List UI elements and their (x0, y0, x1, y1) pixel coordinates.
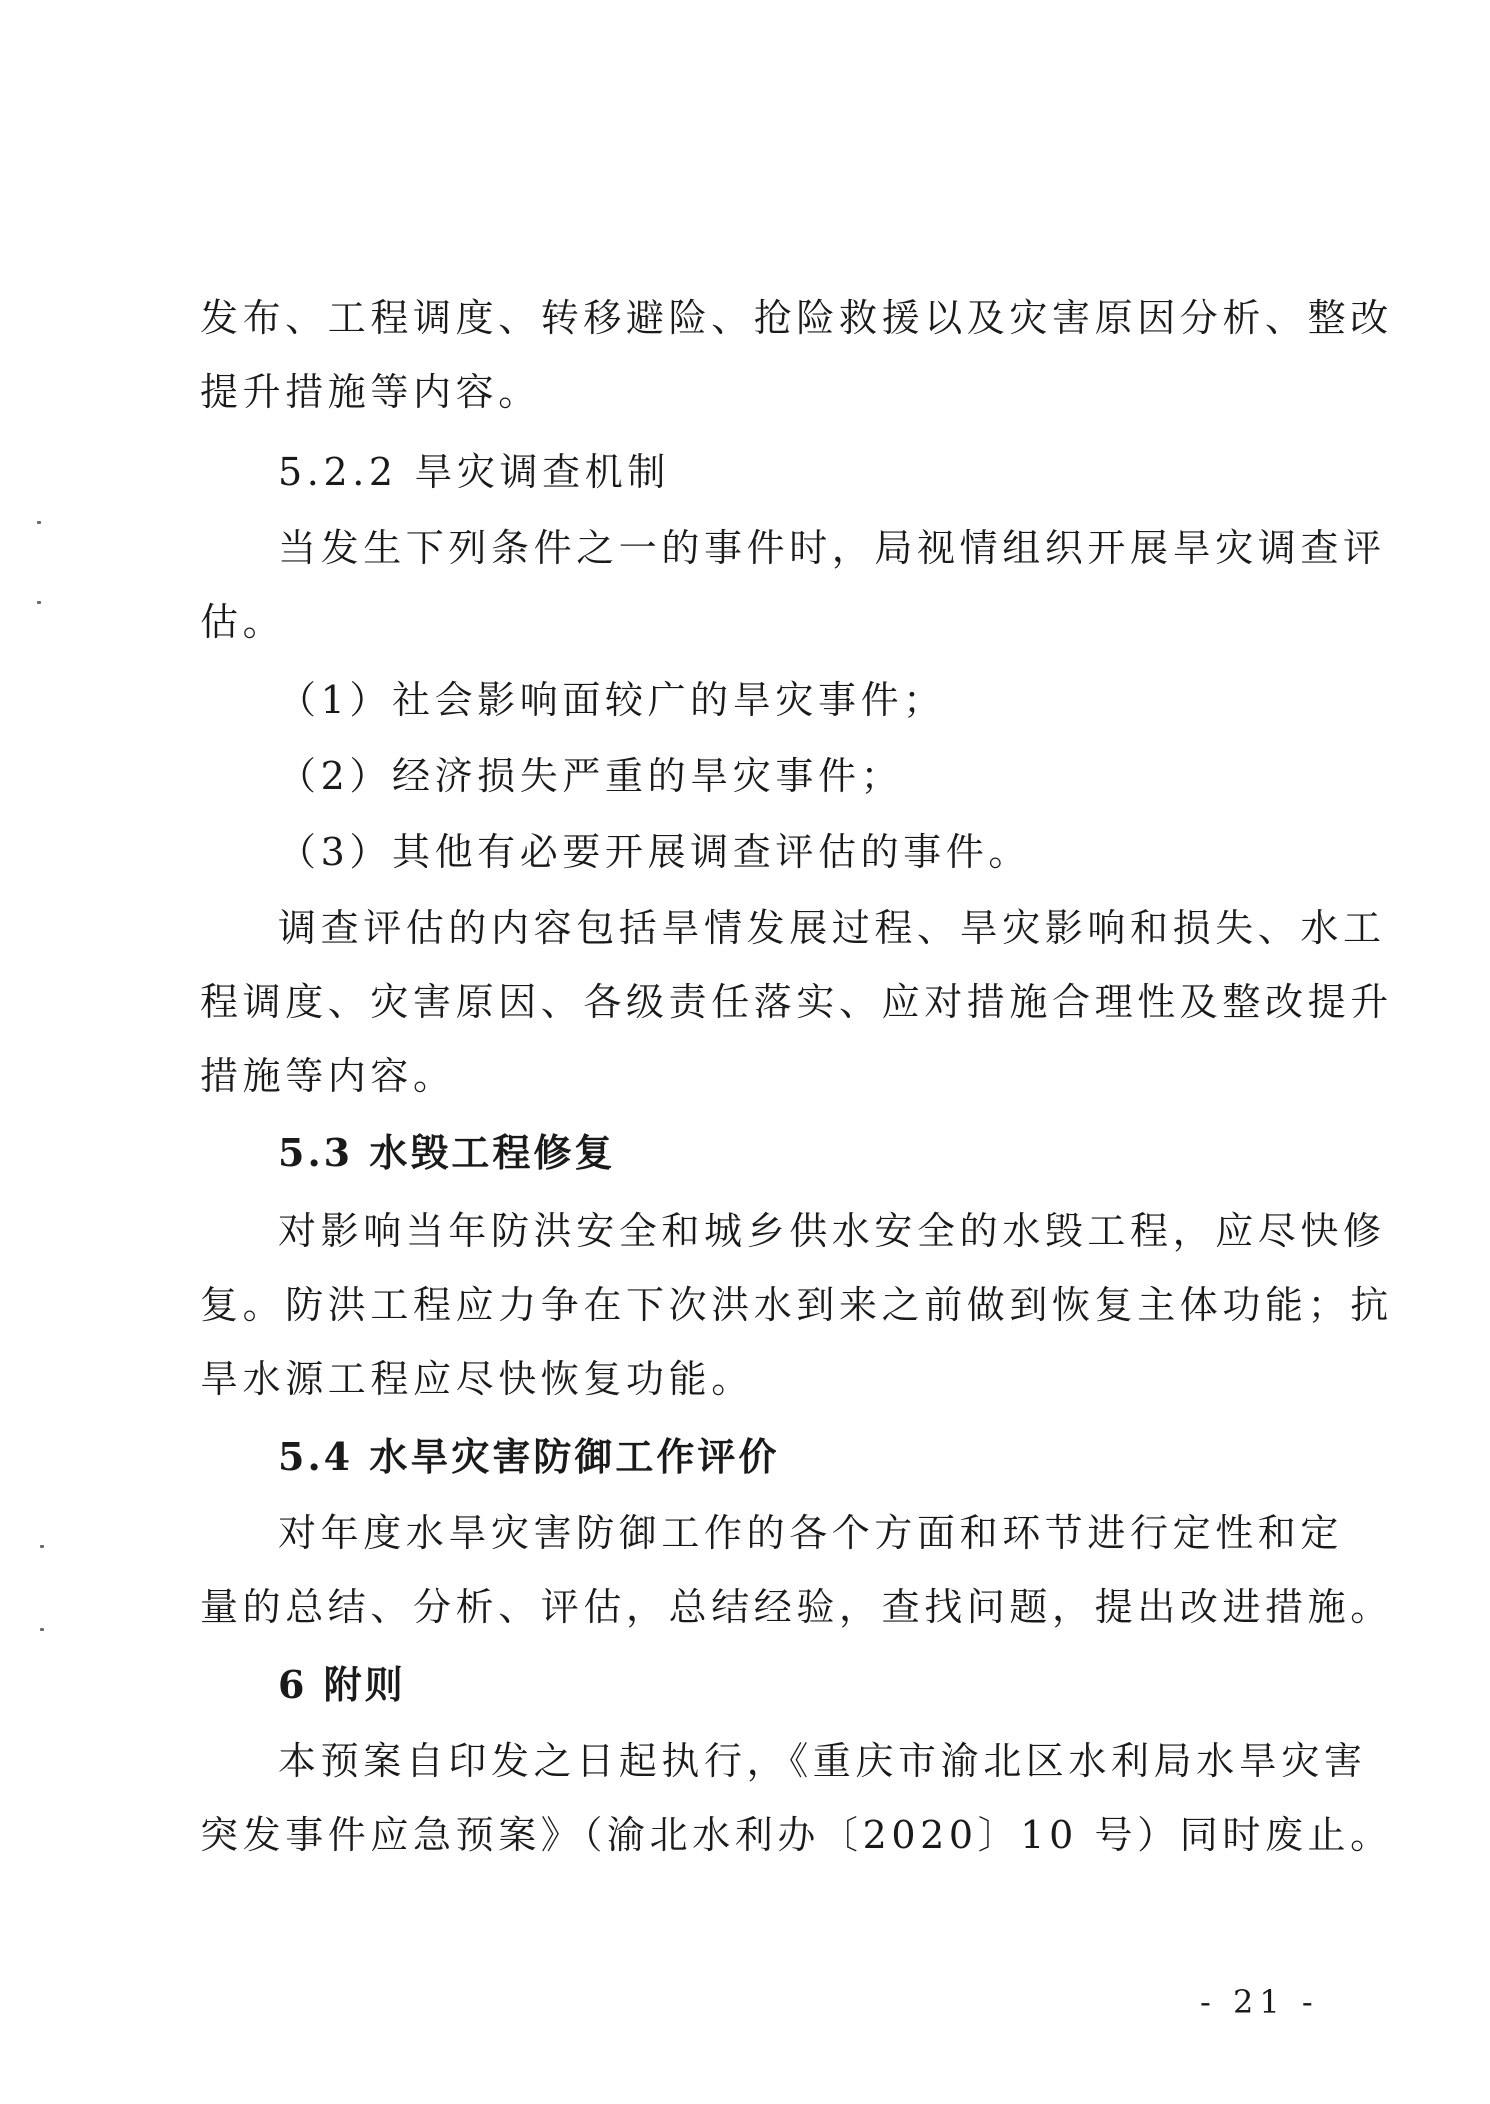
list-item: （1）社会影响面较广的旱灾事件； (278, 678, 946, 722)
paragraph-line: 本预案自印发之日起执行，《重庆市渝北区水利局水旱灾害 (278, 1739, 1367, 1783)
section-heading-5-2-2: 5.2.2 旱灾调查机制 (278, 450, 670, 494)
list-item: （2）经济损失严重的旱灾事件； (278, 754, 904, 798)
paragraph-line: 提升措施等内容。 (200, 370, 541, 414)
section-heading-5-4: 5.4 水旱灾害防御工作评价 (278, 1434, 780, 1479)
scan-speck (40, 1545, 44, 1548)
scan-speck (40, 1628, 44, 1631)
scan-speck (37, 601, 41, 604)
paragraph-line: 当发生下列条件之一的事件时，局视情组织开展旱灾调查评 (278, 526, 1386, 570)
paragraph-line: 措施等内容。 (200, 1054, 456, 1098)
scan-speck (37, 521, 41, 524)
paragraph-line: 发布、工程调度、转移避险、抢险救援以及灾害原因分析、整改 (200, 296, 1393, 340)
paragraph-line: 对年度水旱灾害防御工作的各个方面和环节进行定性和定 (278, 1511, 1344, 1555)
section-heading-6: 6 附则 (278, 1662, 406, 1707)
paragraph-line: 旱水源工程应尽快恢复功能。 (200, 1357, 754, 1401)
paragraph-line: 量的总结、分析、评估，总结经验，查找问题，提出改进措施。 (200, 1585, 1393, 1629)
paragraph-line: 估。 (200, 600, 286, 644)
page-number: - 21 - (1200, 1983, 1319, 2021)
section-heading-5-3: 5.3 水毁工程修复 (278, 1130, 616, 1175)
paragraph-line: 程调度、灾害原因、各级责任落实、应对措施合理性及整改提升 (200, 980, 1393, 1024)
list-item: （3）其他有必要开展调查评估的事件。 (278, 830, 1031, 874)
paragraph-line: 调查评估的内容包括旱情发展过程、旱灾影响和损失、水工 (278, 906, 1386, 950)
paragraph-line: 复。防洪工程应力争在下次洪水到来之前做到恢复主体功能；抗 (200, 1283, 1393, 1327)
paragraph-line: 突发事件应急预案》（渝北水利办〔2020〕10 号）同时废止。 (200, 1813, 1393, 1857)
paragraph-line: 对影响当年防洪安全和城乡供水安全的水毁工程，应尽快修 (278, 1209, 1386, 1253)
